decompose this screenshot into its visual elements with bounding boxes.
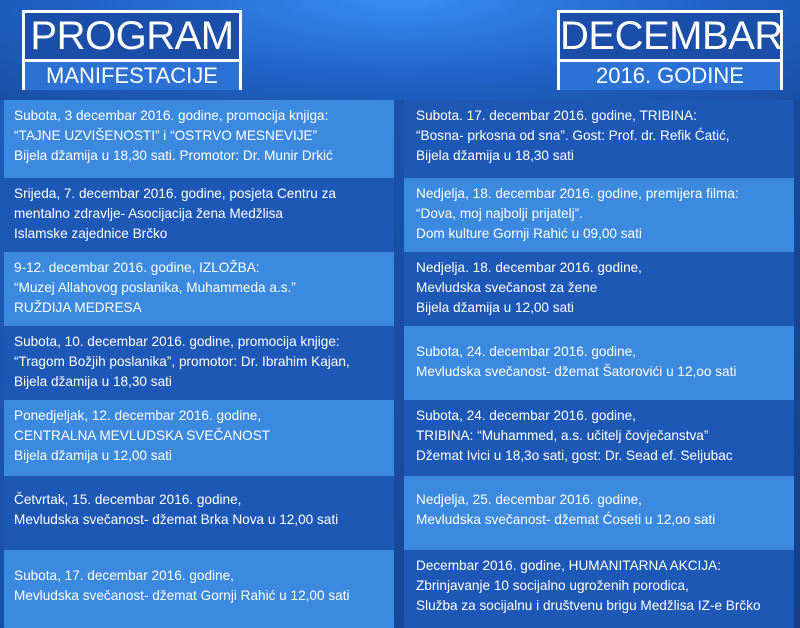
event-line: CENTRALNA MEVLUDSKA SVEČANOST	[14, 428, 271, 443]
event-item	[404, 326, 794, 400]
event-item	[404, 178, 794, 252]
event-line: Srijeda, 7. decembar 2016. godine, posjeta Centru za	[14, 186, 336, 201]
event-item	[404, 100, 794, 178]
event-line: TRIBINA: “Muhammed, a.s. učitelj čovječanstva”	[416, 428, 709, 443]
event-item	[4, 476, 394, 550]
event-line: Bijela džamija u 12,00 sati	[416, 300, 574, 315]
event-line: Subota, 10. decembar 2016. godine, promocija knjige:	[14, 334, 340, 349]
year-subtitle: 2016. GODINE	[560, 59, 780, 90]
event-line: Mevludska svečanost- džemat Brka Nova u 12,00 sati	[14, 512, 339, 527]
event-item	[4, 400, 394, 476]
event-line: Zbrinjavanje 10 socijalno ugroženih porodica,	[416, 578, 689, 593]
program-title: PROGRAM	[25, 13, 239, 59]
event-line: Dom kulture Gornji Rahić u 09,00 sati	[416, 226, 642, 241]
event-item	[4, 100, 394, 178]
event-item	[404, 476, 794, 550]
event-line: “Muzej Allahovog poslanika, Muhammeda a.s.”	[14, 280, 296, 295]
event-line: Mevludska svečanost za žene	[416, 280, 598, 295]
event-line: Četvrtak, 15. decembar 2016. godine,	[14, 492, 242, 507]
event-item	[404, 400, 794, 476]
event-item	[404, 550, 794, 628]
event-item	[4, 252, 394, 326]
event-line: Islamske zajednice Brčko	[14, 226, 168, 241]
event-line: RUŽDIJA MEDRESA	[14, 300, 142, 315]
event-line: “TAJNE UZVIŠENOSTI” i “OSTRVO MESNEVIJE”	[14, 128, 318, 143]
program-subtitle: MANIFESTACIJE	[25, 59, 239, 90]
event-line: Bijela džamija u 18,30 sati. Promotor: Dr. Munir Drkić	[14, 148, 333, 163]
program-title-box	[22, 10, 242, 90]
event-line: Subota. 17. decembar 2016. godine, TRIBINA:	[416, 108, 697, 123]
event-line: mentalno zdravlje- Asocijacija žena Medžlisa	[14, 206, 283, 221]
event-line: Nedjelja, 25. decembar 2016. godine,	[416, 492, 642, 507]
event-line: Džemat Ivici u 18,3o sati, gost: Dr. Sead ef. Seljubac	[416, 448, 733, 463]
event-line: “Dova, moj najbolji prijatelj”.	[416, 206, 583, 221]
event-line: Bijela džamija u 18,30 sati	[14, 374, 172, 389]
event-line: Nedjelja. 18. decembar 2016. godine,	[416, 260, 642, 275]
header-banner	[0, 0, 800, 100]
event-line: Subota, 17. decembar 2016. godine,	[14, 568, 234, 583]
event-item	[4, 178, 394, 252]
event-line: Ponedjeljak, 12. decembar 2016. godine,	[14, 408, 262, 423]
event-item	[4, 550, 394, 628]
event-line: Decembar 2016. godine, HUMANITARNA AKCIJA:	[416, 558, 721, 573]
event-line: Subota, 24. decembar 2016. godine,	[416, 344, 636, 359]
month-title-box	[557, 10, 783, 90]
event-line: “Bosna- prkosna od sna”. Gost: Prof. dr. Refik Ćatić,	[416, 128, 730, 143]
event-line: “Tragom Božjih poslanika”, promotor: Dr. Ibrahim Kajan,	[14, 354, 350, 369]
event-line: Subota, 3 decembar 2016. godine, promocija knjiga:	[14, 108, 329, 123]
event-item	[404, 252, 794, 326]
event-line: Nedjelja, 18. decembar 2016. godine, premijera filma:	[416, 186, 739, 201]
event-line: Mevludska svečanost- džemat Šatorovići u 12,oo sati	[416, 364, 737, 379]
event-item	[4, 326, 394, 400]
event-line: Služba za socijalnu i društvenu brigu Medžlisa IZ-e Brčko	[416, 598, 761, 613]
event-line: Bijela džamija u 12,00 sati	[14, 448, 172, 463]
event-line: Mevludska svečanost- džemat Ćoseti u 12,oo sati	[416, 512, 716, 527]
event-line: Mevludska svečanost- džemat Gornji Rahić u 12,00 sati	[14, 588, 350, 603]
event-line: 9-12. decembar 2016. godine, IZLOŽBA:	[14, 260, 260, 275]
event-line: Subota, 24. decembar 2016. godine,	[416, 408, 636, 423]
event-line: Bijela džamija u 18,30 sati	[416, 148, 574, 163]
month-title: DECEMBAR	[560, 14, 783, 58]
